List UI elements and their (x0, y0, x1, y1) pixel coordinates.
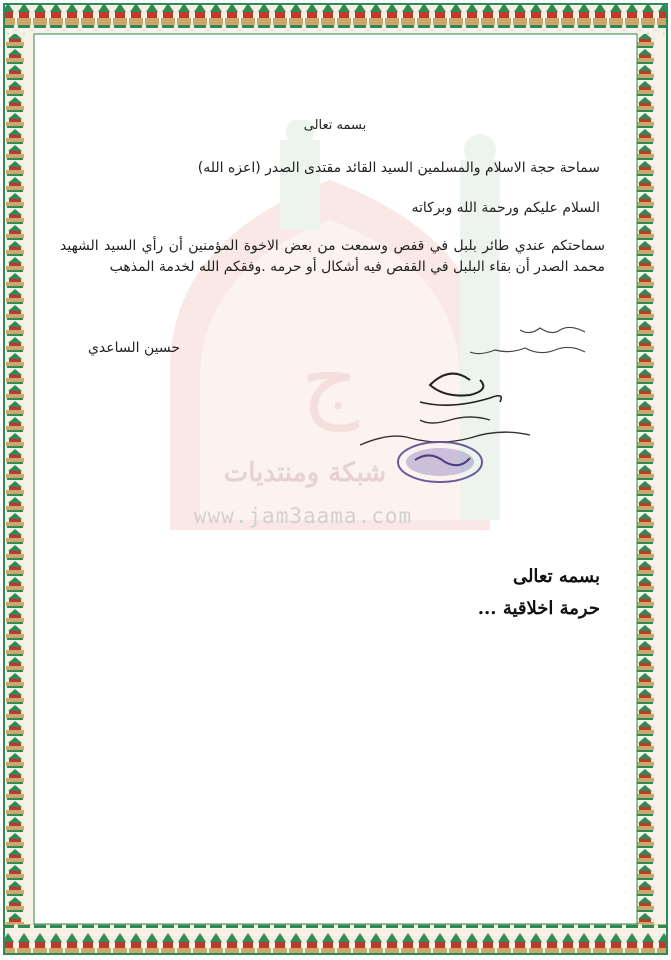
letter-greeting: السلام عليكم ورحمة الله وبركاته (411, 200, 600, 216)
letter-body: سماحتكم عندي طائر بلبل في قفص وسمعت من بعض الاخوة المؤمنين أن رأي السيد الشهيد محمد الصدر أن بقاء البلبل في القفص فيه أشكال أو حرمه .وفقكم الله لخدمة المذهب (60, 238, 605, 275)
letter-addressee: سماحة حجة الاسلام والمسلمين السيد القائد مقتدى الصدر (اعزه الله) (197, 160, 600, 176)
watermark-subtitle: شبكة ومنتديات (223, 458, 387, 488)
letter-basmala: بسمه تعالى (303, 118, 367, 133)
reply-basmala: بسمه تعالى (512, 566, 600, 587)
handwritten-signature-and-stamp (330, 310, 610, 490)
reply-text: حرمة اخلاقية ... (477, 598, 600, 619)
watermark-url: www.jam3aama.com (193, 504, 413, 528)
svg-text:ج: ج (300, 327, 360, 432)
letter-sender: حسين الساعدي (87, 340, 180, 356)
